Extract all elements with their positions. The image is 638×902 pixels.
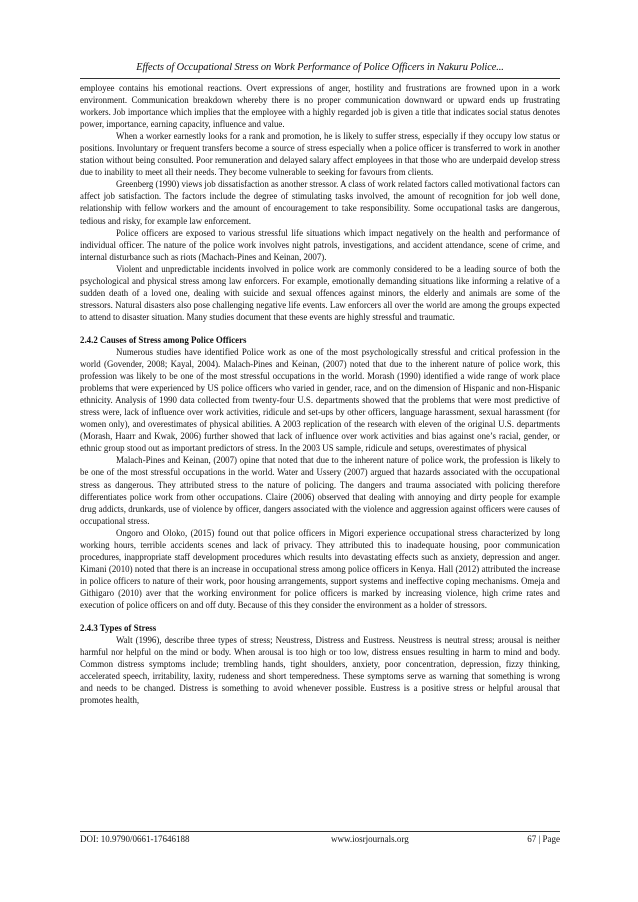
paragraph: Police officers are exposed to various stressful life situations which impact negatively on the health and performance of individual officer. The nature of the police work involves night patrols, investigations, and accident attendance, scene of crime, and internal disturbance such as riots (Machach-Pines and Keinan, 2007). [80,227,560,262]
paragraph: When a worker earnestly looks for a rank and promotion, he is likely to suffer stress, especially if they occupy low status or positions. Involuntary or frequent transfers become a source of stress especially when a police officer is transferred to work in another station without being consulted. Poor remuneration and delayed salary affect employees in that those who are underpaid develop stress due to inability to meet all their needs. They become vulnerable to seeking for favours from clients. [80,131,560,178]
page-number: 67 | Page [527,834,560,844]
paragraph: Walt (1996), describe three types of stress; Neustress, Distress and Eustress. Neustress is neutral stress; arousal is neither harmful nor helpful on the mind or body. When arousal is too high or too low, distress ensues resulting in harm to mind and body. Common distress symptoms include; trembling hands, tight shoulders, anxiety, poor concentration, depression, fizzy thinking, accelerated speech, irritability, laxity, rudeness and short temperedness. These symptoms serve as warning that something is wrong and needs to be changed. Distress is something to avoid whenever possible. Eustress is a positive stress or helpful arousal that promotes health, [80,635,560,706]
paragraph: Malach-Pines and Keinan, (2007) opine that noted that due to the inherent nature of police work, the profession is likely to be one of the most stressful occupations in the world. Water and Ussery (2007) argued that hazards associated with the occupational stress as dangerous. They attributed stress to the nature of policing. The dangers and trauma associated with policing therefore differentiates police work from other occupations. Claire (2006) observed that dealing with annoying and dirty people for example drug addicts, drunkards, use of violence by officer, dangers associated with the violence and aggression against officers were causes of occupational stress. [80,455,560,526]
paragraph: Violent and unpredictable incidents involved in police work are commonly considered to be a leading source of both the psychological and physical stress among law enforcers. For example, emotionally demanding situations like informing a relative of a sudden death of a loved one, dealing with suicide and sexual offences against minors, the elderly and animals are some of the stressors. Natural disasters also pose challenging negative life events. Law enforcers all over the world are among the groups expected to attend to disaster situation. Many studies document that these events are highly stressful and traumatic. [80,263,560,322]
paragraph: Numerous studies have identified Police work as one of the most psychologically stressful and critical profession in the world (Govender, 2008; Kayal, 2004). Malach-Pines and Keinan, (2007) noted that due to the inherent nature of police work, this profession was likely to be one of the most stressful occupations in the world. Morash (1990) identified a wide range of work place problems that were experienced by US police officers who varied in gender, race, and on the dimension of Hispanic and non-Hispanic ethnicity. Analysis of 1990 data collected from twenty-four U.S. departments showed that the problems that were most predictive of stress were, lack of influence over work activities, ridicule and set-ups by other officers, language harassment, sexual harassment (for women only), and overestimates of physical abilities. A 2003 replication of the research with eleven of the original U.S. departments (Morash, Haarr and Kwak, 2006) further showed that lack of influence over work activities and bias against one’s racial, gender, or ethnic group stood out as important predictors of stress. In the 2003 US sample, ridicule and setups, overestimates of physical [80,346,560,454]
page-body [80,82,560,706]
running-header: Effects of Occupational Stress on Work Performance of Police Officers in Nakuru Police... [136,62,504,73]
paragraph: Greenberg (1990) views job dissatisfaction as another stressor. A class of work related factors called motivational factors can affect job satisfaction. The factors include the degree of stimulating tasks involved, the amount of recognition for job well done, relationship with fellow workers and the amount of encouragement to take responsibility. Some occupational tasks are dangerous, tedious and risky, for example law enforcement. [80,179,560,226]
paragraph: employee contains his emotional reactions. Overt expressions of anger, hostility and frustrations are frowned upon in a work environment. Communication breakdown whereby there is no proper communication downward or upward ends up frustrating workers. Job importance which implies that the employee with a highly regarded job is given a title that indicates social status denotes power, importance, earning capacity, influence and value. [80,83,560,130]
page-footer [80,834,560,846]
doi-text: DOI: 10.9790/0661-17646188 [80,834,190,844]
section-heading: 2.4.2 Causes of Stress among Police Officers [80,334,247,345]
paragraph: Ongoro and Oloko, (2015) found out that police officers in Migori experience occupational stress characterized by long working hours, terrible accidents scenes and lack of privacy. They attributed this to inadequate housing, poor communication procedures, inappropriate staff development procedures which results into devastating effects such as anxiety, depression and anger. Kimani (2010) noted that there is an increase in occupational stress among police officers in Kenya. Hall (2012) attributed the increase in police officers to nature of their work, poor housing arrangements, support systems and ineffective coping mechanisms. Omeja and Githigaro (2010) aver that the working environment for police officers is marked by increasing violence, high crime rates and execution of police officers on and off duty. Because of this they consider the environment as a holder of stressors. [80,527,560,610]
footer-divider [80,831,560,832]
header-divider [80,78,560,79]
journal-url: www.iosrjournals.org [331,834,409,844]
section-heading: 2.4.3 Types of Stress [80,623,157,634]
